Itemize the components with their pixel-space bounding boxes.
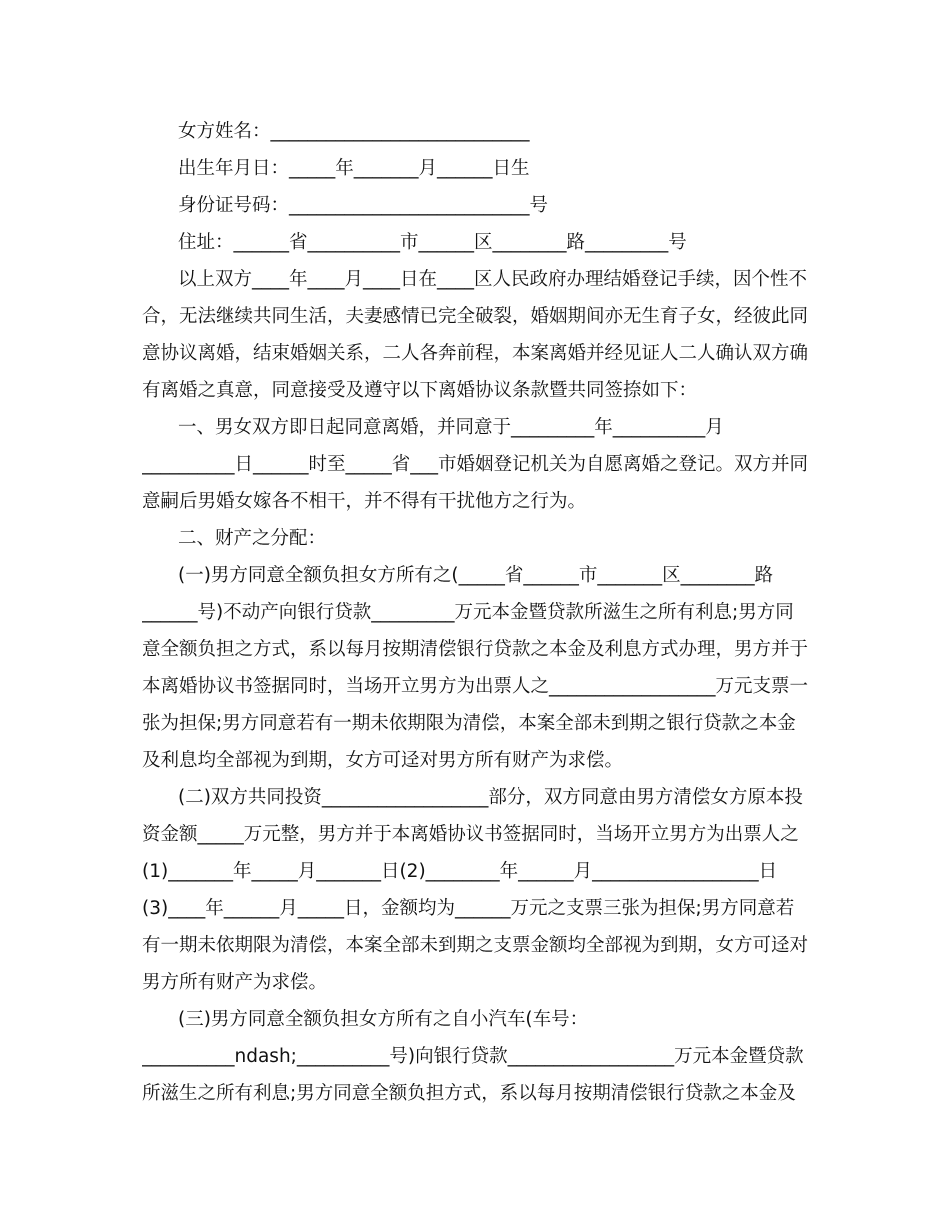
clause-1-line: 张为担保;男方同意若有一期未依期限为清偿，本案全部未到期之银行贷款之本金 [142,713,796,734]
clause-one-line: 意嗣后男婚女嫁各不相干，并不得有干扰他方之行为。 [142,491,587,512]
clause-3-line: __________ndash;__________号)向银行贷款__________________万元本金暨贷款 [142,1046,804,1067]
clause-one-line: __________日______时至_____省___市婚姻登记机关为自愿离婚之登记。双方并同 [142,454,809,475]
clause-3-line: (三)男方同意全额负担女方所有之自小汽车(车号： [178,1009,589,1030]
clause-1-line: ______号)不动产向银行贷款_________万元本金暨贷款所滋生之所有利息;男方同 [142,602,794,623]
clause-1-line: 意全额负担之方式，系以每月按期清偿银行贷款之本金及利息方式办理，男方并于 [142,639,809,660]
clause-1-line: 本离婚协议书签据同时，当场开立男方为出票人之__________________万元支票一 [142,676,809,697]
paragraph-line: 合，无法继续共同生活，夫妻感情已完全破裂，婚姻期间亦无生育子女，经彼此同 [142,306,809,327]
clause-2-line: 男方所有财产为求偿。 [142,972,328,993]
clause-2-line: (3)____年______月_____日，金额均为______万元之支票三张为担保;男方同意若 [142,898,795,919]
clause-one-line: 一、男女双方即日起同意离婚，并同意于_________年__________月 [178,417,724,438]
paragraph-line: 意协议离婚，结束婚姻关系，二人各奔前程，本案离婚并经见证人二人确认双方确 [142,343,809,364]
clause-2-line: (二)双方共同投资__________________部分，双方同意由男方清偿女方原本投 [178,787,803,808]
id-number-line: 身份证号码：__________________________号 [178,195,549,216]
birth-date-line: 出生年月日：_____年_______月______日生 [178,158,530,179]
clause-3-line: 所滋生之所有利息;男方同意全额负担方式，系以每月按期清偿银行贷款之本金及 [142,1083,796,1104]
clause-2-line: 有一期未依期限为清偿，本案全部未到期之支票金额均全部视为到期，女方可迳对 [142,935,809,956]
female-name-line: 女方姓名：____________________________ [178,121,530,142]
paragraph-line: 以上双方____年____月____日在____区人民政府办理结婚登记手续，因个性不 [178,269,808,290]
clause-1-line: (一)男方同意全额负担女方所有之(_____省______市_______区________路 [178,565,774,586]
clause-2-line: (1)_______年_____月_______日(2)________年______月__________________日 [142,861,778,882]
clause-2-line: 资金额_____万元整，男方并于本离婚协议书签据同时，当场开立男方为出票人之 [142,824,799,845]
section-heading: 二、财产之分配： [178,528,327,549]
paragraph-line: 有离婚之真意，同意接受及遵守以下离婚协议条款暨共同签捺如下： [142,380,698,401]
address-line: 住址：______省__________市______区________路_________号 [178,232,687,253]
clause-1-line: 及利息均全部视为到期，女方可迳对男方所有财产为求偿。 [142,750,624,771]
